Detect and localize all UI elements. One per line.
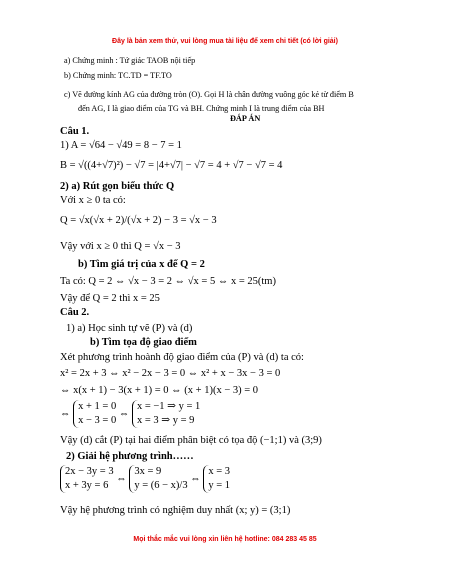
q1-part2-title: 2) a) Rút gọn biểu thức Q (60, 181, 175, 192)
q2-system-solve: 2x − 3y = 3 x + 3y = 6 ⇔ 3x = 9 y = (6 − x)/3 ⇔ x = 3 y = 1 (60, 465, 230, 493)
q1-line-B: B = √((4+√7)²) − √7 = |4+√7| − √7 = 4 + √7 − √7 = 4 (60, 160, 283, 171)
item-a: a) Chứng minh : Tứ giác TAOB nội tiếp (64, 56, 196, 65)
q1-part-b-title: b) Tìm giá trị của x để Q = 2 (78, 259, 205, 270)
q2-system-roots: ⇔ x + 1 = 0 x − 3 = 0 ⇔ x = −1 ⇒ y = 1 x = 3 ⇒ y = 9 (60, 400, 200, 428)
q2-intro: Xét phương trình hoành độ giao điểm của (P) và (d) ta có: (60, 352, 304, 363)
item-c-line2: đến AG, I là giao điểm của TG và BH. Chứng minh I là trung điểm của BH (78, 104, 325, 113)
q2-part1a: 1) a) Học sinh tự vẽ (P) và (d) (66, 323, 193, 334)
q1-solve: Ta có: Q = 2 ⇔ √x − 3 = 2 ⇔ √x = 5 ⇔ x = 25(tm) (60, 276, 276, 287)
q2-final-conclusion: Vậy hệ phương trình có nghiệm duy nhất (x; y) = (3;1) (60, 505, 291, 516)
q1-conclusion-b: Vậy để Q = 2 thì x = 25 (60, 293, 160, 304)
q2-intersection-conclusion: Vậy (d) cắt (P) tại hai điểm phân biệt có tọa độ (−1;1) và (3;9) (60, 435, 322, 446)
q1-line-A: 1) A = √64 − √49 = 8 − 7 = 1 (60, 140, 182, 151)
q1-conclusion-a: Vậy với x ≥ 0 thì Q = √x − 3 (60, 241, 181, 252)
q1-simplify: Q = √x(√x + 2)/(√x + 2) − 3 = √x − 3 (60, 215, 217, 226)
item-c-line1: c) Vẽ đường kính AG của đường tròn (O). Gọi H là chân đường vuông góc kẻ từ điểm B (64, 90, 354, 99)
system-right: x = −1 ⇒ y = 1 x = 3 ⇒ y = 9 (132, 400, 200, 428)
bottom-banner: Mọi thắc mắc vui lòng xin liên hệ hotline: 084 283 45 85 (133, 536, 317, 543)
top-banner: Đây là bản xem thử, vui lòng mua tài liệu để xem chi tiết (có lời giải) (112, 38, 338, 45)
q2-title: Câu 2. (60, 307, 90, 318)
answer-title: ĐÁP ÁN (230, 114, 261, 123)
system-2: 3x = 9 y = (6 − x)/3 (129, 465, 187, 493)
q2-equation-1: x² = 2x + 3 ⇔ x² − 2x − 3 = 0 ⇔ x² + x − 3x − 3 = 0 (60, 368, 281, 379)
q1-title: Câu 1. (60, 126, 90, 137)
system-left: x + 1 = 0 x − 3 = 0 (73, 400, 116, 428)
q2-equation-2: ⇔ x(x + 1) − 3(x + 1) = 0 ⇔ (x + 1)(x − 3) = 0 (60, 385, 259, 396)
item-b: b) Chứng minh: TC.TD = TF.TO (64, 71, 172, 80)
q2-part2-title: 2) Giải hệ phương trình…… (66, 451, 194, 462)
q2-part1b-title: b) Tìm tọa độ giao điểm (90, 337, 197, 348)
q1-condition: Với x ≥ 0 ta có: (60, 195, 126, 206)
system-3: x = 3 y = 1 (203, 465, 230, 493)
system-1: 2x − 3y = 3 x + 3y = 6 (60, 465, 114, 493)
